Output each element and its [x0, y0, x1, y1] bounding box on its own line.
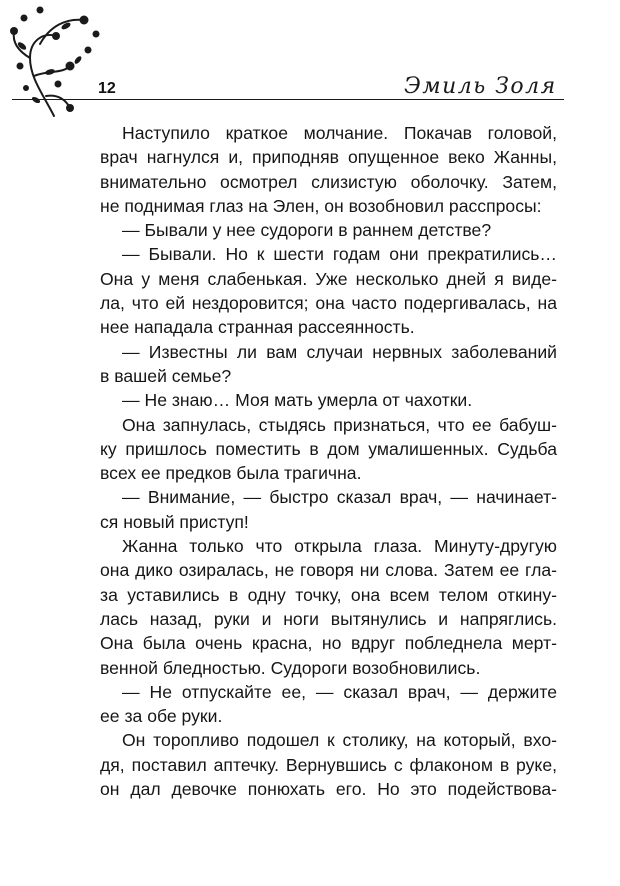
text-line: Он торопливо подошел к столику, на который, вхо- — [122, 730, 557, 751]
text-line: она дико озиралась, не говоря ни слова. Затем ее гла- — [100, 560, 557, 581]
running-head: Эмиль Золя — [404, 74, 557, 99]
text-line: он дал девочке понюхать его. Но это подействова- — [100, 779, 557, 800]
text-line: — Известны ли вам случаи нервных заболеваний — [122, 341, 557, 362]
text-line: Она у меня слабенькая. Уже несколько дней я виде- — [100, 268, 557, 289]
floral-ornament — [0, 0, 112, 118]
text-line: ла, что ей нездоровится; она часто подергивалась, на — [100, 293, 557, 314]
text-line: внимательно осмотрел слизистую оболочку. Затем, — [100, 171, 557, 192]
text-line: Наступило краткое молчание. Покачав головой, — [122, 123, 557, 143]
body-text — [100, 121, 557, 801]
text-line: в вашей семье? — [100, 365, 232, 386]
text-line: нее нападала странная рассеянность. — [100, 317, 415, 338]
text-line: — Внимание, — быстро сказал врач, — начинает- — [122, 487, 557, 508]
page-number: 12 — [98, 80, 116, 97]
text-line: врач нагнулся и, приподняв опущенное веко Жанны, — [100, 147, 557, 168]
text-line: лась назад, руки и ноги вытянулись и напряглись. — [100, 608, 557, 629]
text-line: — Бывали. Но к шести годам они прекратились… — [122, 244, 557, 265]
text-line: всех ее предков была трагична. — [100, 463, 362, 484]
text-line: дя, поставил аптечку. Вернувшись с флаконом в руке, — [100, 754, 557, 775]
text-line: Она была очень красна, но вдруг побледнела мерт- — [100, 633, 557, 654]
text-line: Она запнулась, стыдясь признаться, что ее бабуш- — [122, 414, 557, 435]
header-rule — [12, 99, 564, 100]
text-line: венной бледностью. Судороги возобновились. — [100, 657, 481, 678]
text-line: ку пришлось поместить в дом умалишенных. Судьба — [100, 438, 557, 459]
text-line: — Не отпускайте ее, — сказал врач, — держите — [122, 681, 557, 702]
text-line: не поднимая глаз на Элен, он возобновил расспросы: — [100, 195, 542, 216]
text-line: Жанна только что открыла глаза. Минуту-другую — [122, 536, 557, 557]
text-line: ся новый приступ! — [100, 511, 249, 532]
text-line: ее за обе руки. — [100, 706, 223, 727]
text-line: — Бывали у нее судороги в раннем детстве? — [122, 220, 492, 241]
text-line: за уставились в одну точку, она всем телом откину- — [100, 584, 557, 605]
text-line: — Не знаю… Моя мать умерла от чахотки. — [122, 390, 473, 411]
